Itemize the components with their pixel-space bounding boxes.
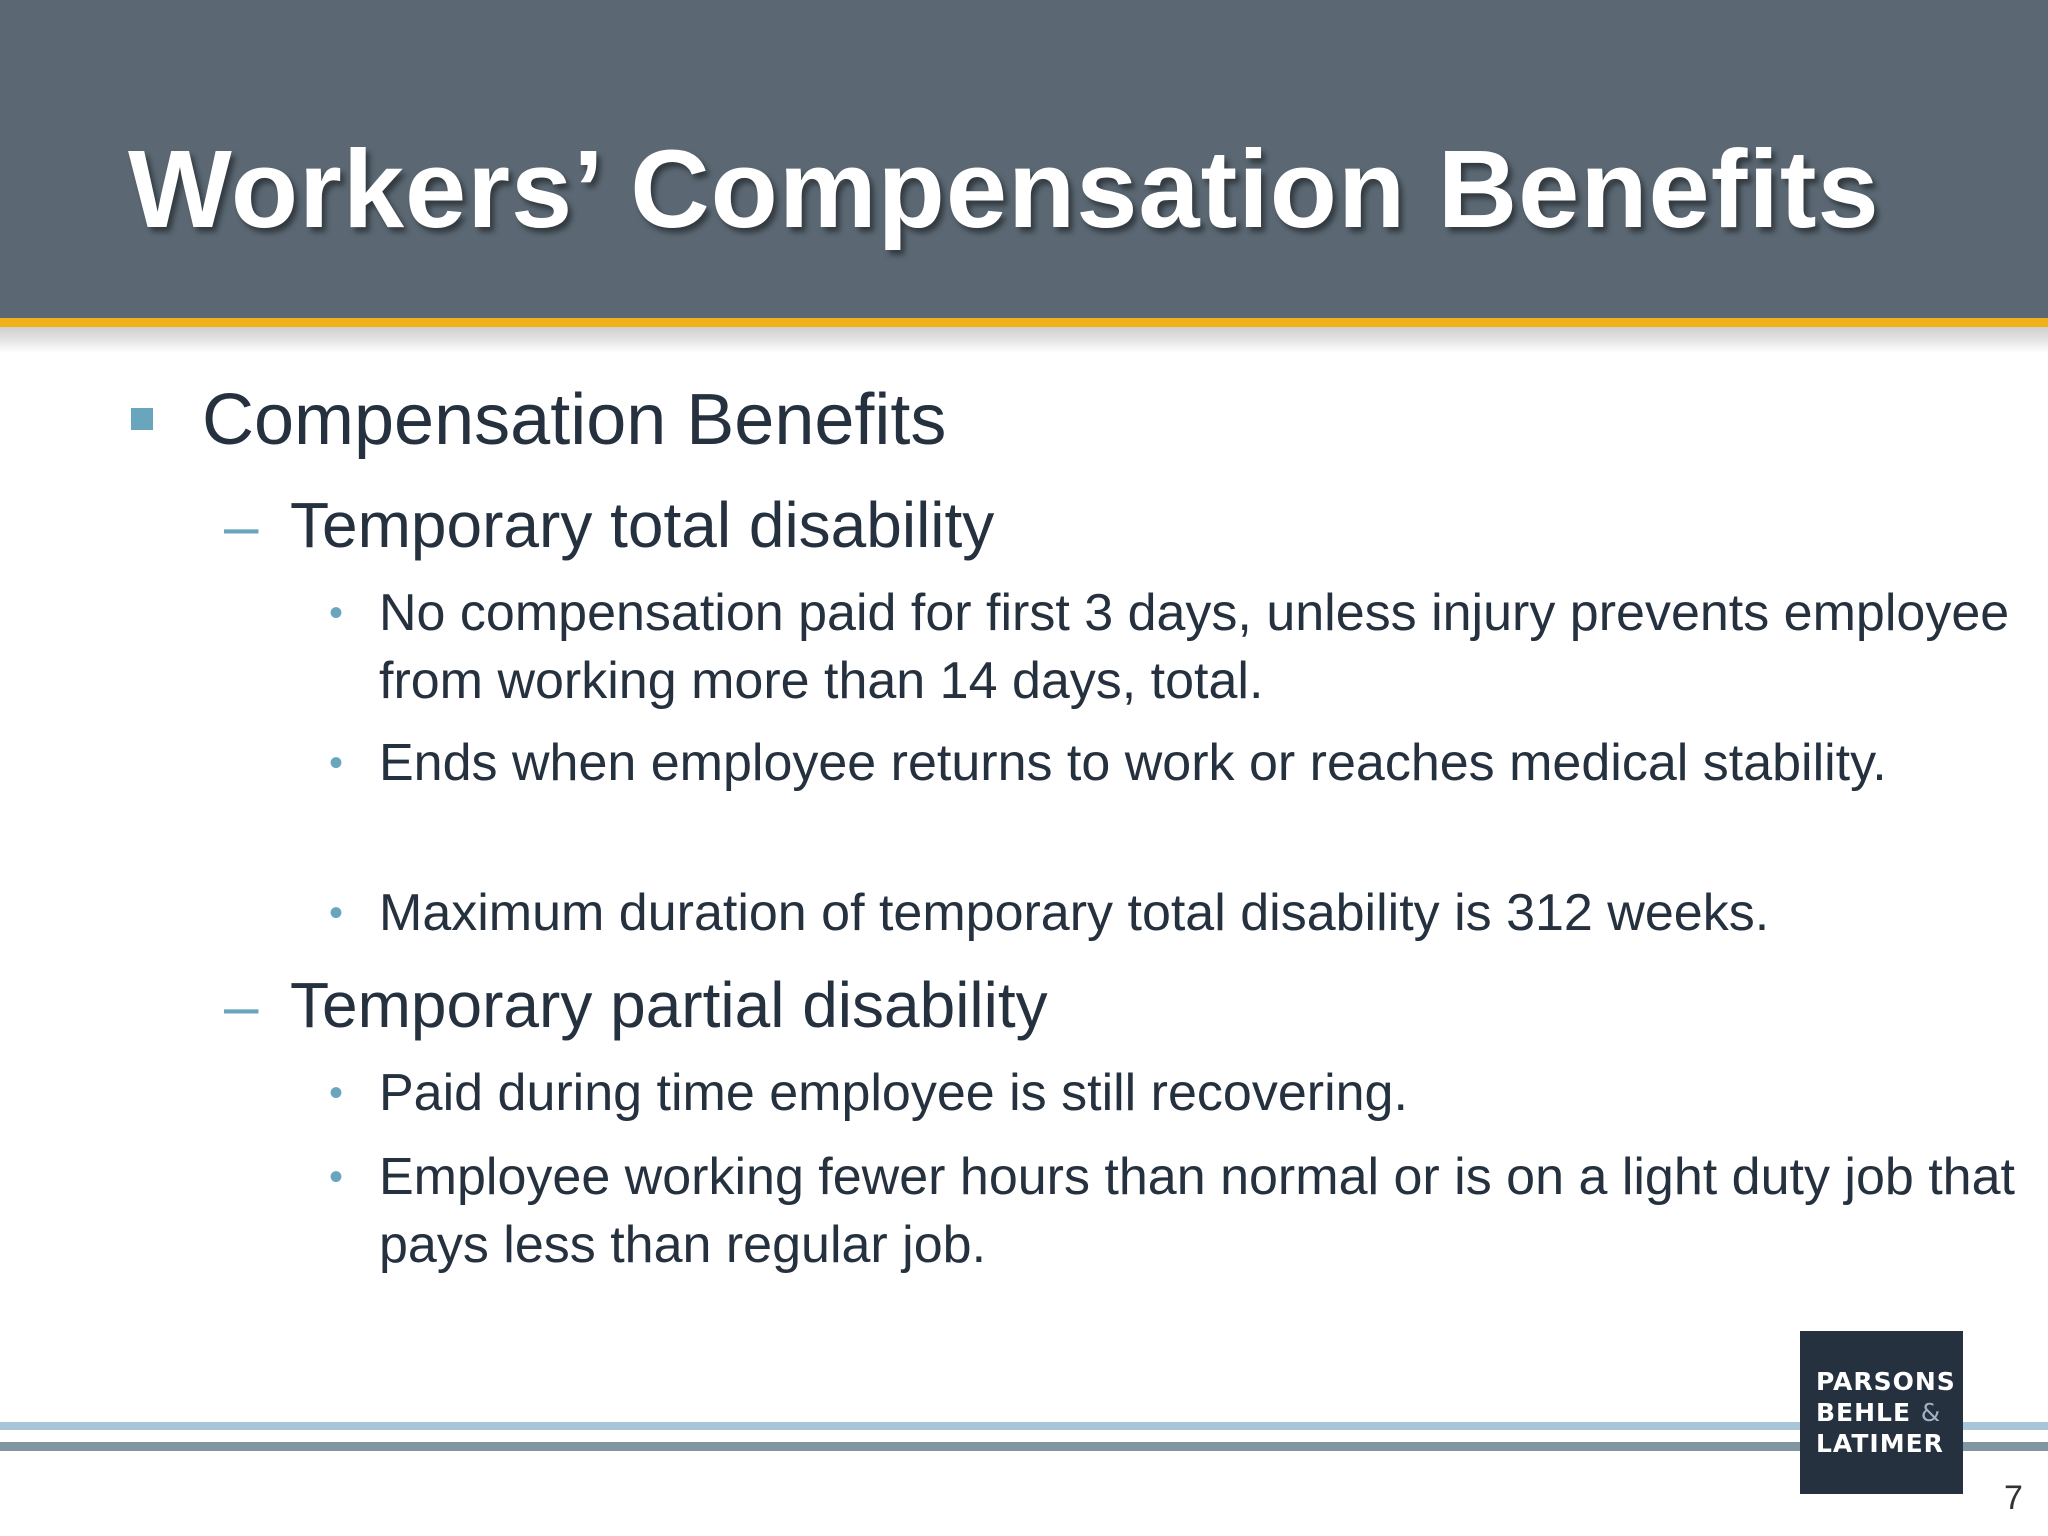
subheading-temporary-partial-disability: Temporary partial disability [290,969,1048,1041]
dot-bullet-icon: • [329,741,344,785]
logo-line-parsons: PARSONS [1816,1367,1956,1396]
logo-line-behle [1816,1397,1963,1428]
slide-title: Workers’ Compensation Benefits [128,128,1880,251]
dash-bullet-icon: – [224,492,259,561]
logo-ampersand: & [1920,1398,1942,1427]
title-bar-shadow [0,327,2048,353]
logo-line-latimer: LATIMER [1816,1429,1944,1458]
page-number: 7 [2004,1479,2023,1517]
dot-bullet-icon: • [329,1071,344,1115]
dash-bullet-icon: – [224,972,259,1041]
footer-rule-light [0,1422,2048,1430]
subheading-temporary-total-disability: Temporary total disability [290,489,995,561]
logo-behle-text: BEHLE [1816,1398,1912,1427]
dot-bullet-icon: • [329,891,344,935]
square-bullet-icon [131,408,153,430]
bullet-text: Employee working fewer hours than normal or is on a light duty job that pays less than regular job. [379,1148,2015,1274]
bullet-text: Maximum duration of temporary total disability is 312 weeks. [379,884,1770,942]
dot-bullet-icon: • [329,1155,344,1199]
firm-logo [1800,1331,1963,1494]
footer-rule-dark [0,1442,2048,1451]
bullet-text: No compensation paid for first 3 days, unless injury prevents employee from working more than 14 days, total. [379,584,2010,710]
title-bar-gold-stripe [0,318,2048,327]
bullet-text: Paid during time employee is still recovering. [379,1064,1408,1122]
dot-bullet-icon: • [329,591,344,635]
bullet-text: Ends when employee returns to work or reaches medical stability. [379,734,1887,792]
heading-compensation-benefits: Compensation Benefits [202,380,947,460]
